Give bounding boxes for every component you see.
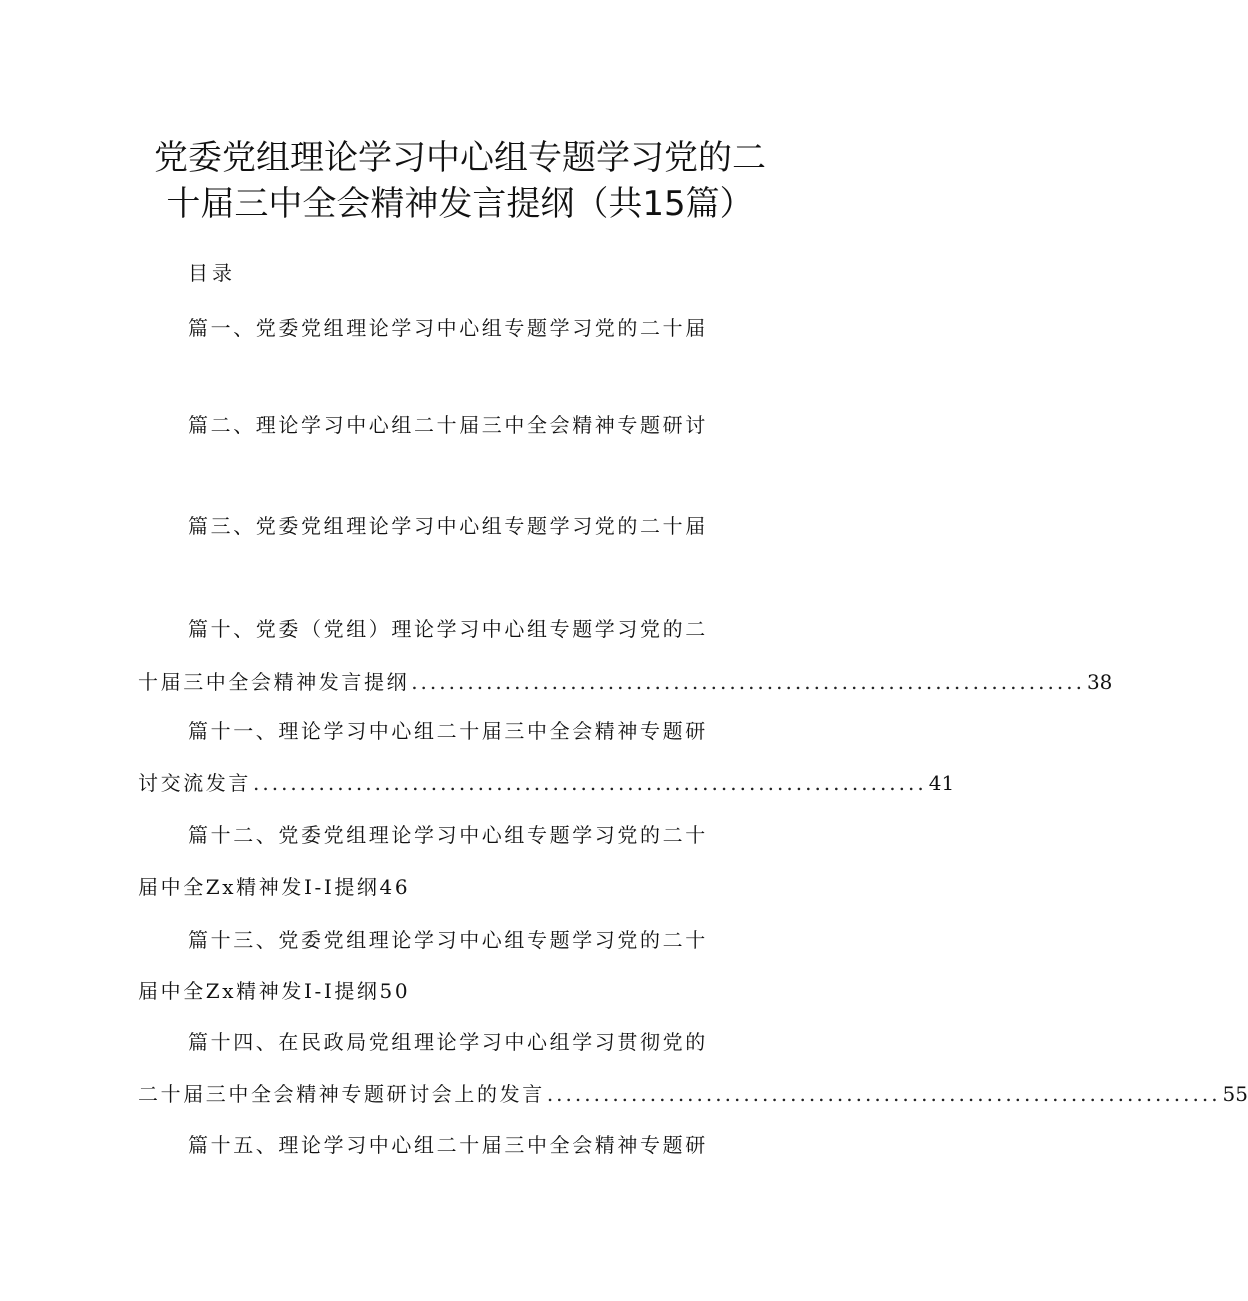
toc-entry-text: 十届三中全会精神发言提纲 (138, 670, 410, 694)
toc-entry-14-line-1[interactable]: 篇十四、在民政局党组理论学习中心组学习贯彻党的 (188, 1030, 708, 1054)
toc-entry-11-line-1[interactable]: 篇十一、理论学习中心组二十届三中全会精神专题研 (188, 719, 708, 743)
toc-entry-15-line-1[interactable]: 篇十五、理论学习中心组二十届三中全会精神专题研 (188, 1133, 708, 1157)
toc-entry-text: 二十届三中全会精神专题研讨会上的发言 (138, 1082, 545, 1106)
toc-entry-10-line-1[interactable]: 篇十、党委（党组）理论学习中心组专题学习党的二 (188, 617, 708, 641)
document-title-line-1: 党委党组理论学习中心组专题学习党的二 (154, 138, 766, 178)
toc-page-number: 38 (1086, 670, 1113, 694)
toc-entry-13-line-1[interactable]: 篇十三、党委党组理论学习中心组专题学习党的二十 (188, 928, 708, 952)
toc-page-number: 55 (1222, 1082, 1248, 1106)
document-title-line-2: 十届三中全会精神发言提纲（共15篇） (166, 184, 754, 224)
toc-entry-10-line-2[interactable] (138, 667, 1113, 697)
toc-entry-2[interactable]: 篇二、理论学习中心组二十届三中全会精神专题研讨 (188, 413, 708, 437)
toc-entry-11-line-2[interactable] (138, 768, 955, 798)
toc-entry-3[interactable]: 篇三、党委党组理论学习中心组专题学习党的二十届 (188, 514, 708, 538)
dot-leader: ........................................................................ (546, 1082, 1221, 1106)
dot-leader: ........................................................................ (411, 670, 1085, 694)
toc-page-number: 41 (928, 771, 955, 795)
toc-heading: 目录 (188, 261, 236, 285)
toc-entry-12-line-2[interactable]: 届中全Zx精神发I-I提纲46 (138, 875, 411, 899)
toc-entry-14-line-2[interactable] (138, 1079, 1248, 1109)
toc-entry-1[interactable]: 篇一、党委党组理论学习中心组专题学习党的二十届 (188, 316, 708, 340)
toc-entry-text: 讨交流发言 (138, 771, 251, 795)
dot-leader: ........................................................................ (253, 771, 927, 795)
toc-entry-12-line-1[interactable]: 篇十二、党委党组理论学习中心组专题学习党的二十 (188, 823, 708, 847)
toc-entry-13-line-2[interactable]: 届中全Zx精神发I-I提纲50 (138, 979, 411, 1003)
